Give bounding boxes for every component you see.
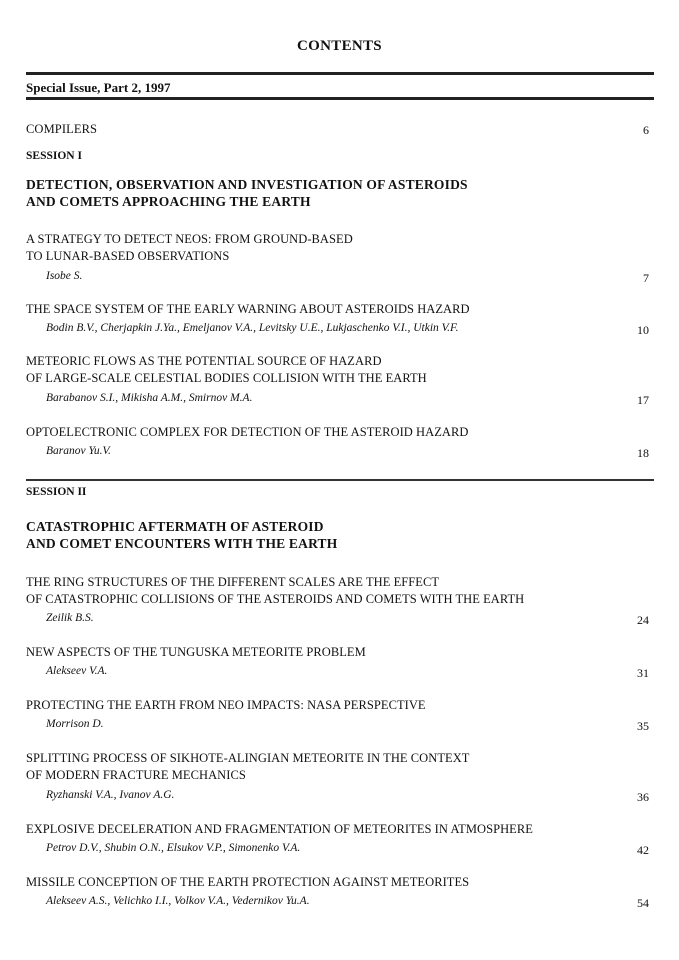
article-title-line: TO LUNAR-BASED OBSERVATIONS (26, 249, 230, 263)
article-title-line: PROTECTING THE EARTH FROM NEO IMPACTS: NASA PERSPECTIVE (26, 698, 426, 712)
article-title (26, 424, 468, 441)
article-title-line: A STRATEGY TO DETECT NEOS: FROM GROUND-BASED (26, 232, 353, 246)
article-title-line: OF CATASTROPHIC COLLISIONS OF THE ASTEROIDS AND COMETS WITH THE EARTH (26, 592, 525, 606)
article-authors: Alekseev V.A. (46, 665, 108, 677)
article-title (26, 231, 353, 265)
article-page: 54 (637, 896, 649, 910)
session-1-label: SESSION I (26, 150, 82, 162)
article-page: 10 (637, 323, 649, 337)
article-title-line: MISSILE CONCEPTION OF THE EARTH PROTECTION AGAINST METEORITES (26, 875, 470, 889)
session-2-label: SESSION II (26, 486, 87, 498)
article-page: 36 (637, 790, 649, 804)
session-2-title-line: CATASTROPHIC AFTERMATH OF ASTEROID (26, 519, 324, 534)
article-authors: Isobe S. (46, 270, 83, 282)
article-authors: Baranov Yu.V. (46, 445, 111, 457)
session-divider (26, 479, 654, 481)
session-2-title (26, 518, 337, 552)
article-title (26, 821, 533, 838)
article-title-line: THE SPACE SYSTEM OF THE EARLY WARNING ABOUT ASTEROIDS HAZARD (26, 302, 470, 316)
session-1-title-line: AND COMETS APPROACHING THE EARTH (26, 194, 311, 209)
compilers-page: 6 (643, 123, 649, 137)
article-title (26, 644, 366, 661)
article-page: 24 (637, 613, 649, 627)
article-page: 35 (637, 719, 649, 733)
session-2-title-line: AND COMET ENCOUNTERS WITH THE EARTH (26, 536, 338, 551)
session-1-title-line: DETECTION, OBSERVATION AND INVESTIGATION OF ASTEROIDS (26, 177, 468, 192)
article-title-line: OF LARGE-SCALE CELESTIAL BODIES COLLISION WITH THE EARTH (26, 371, 427, 385)
article-page: 42 (637, 843, 649, 857)
header-rule-bottom (26, 97, 654, 100)
article-authors: Bodin B.V., Cherjapkin J.Ya., Emeljanov V.A., Levitsky U.E., Lukjaschenko V.I., Utkin V.F. (46, 322, 459, 334)
article-authors: Zeilik B.S. (46, 612, 94, 624)
article-title-line: METEORIC FLOWS AS THE POTENTIAL SOURCE OF HAZARD (26, 354, 382, 368)
session-1-title (26, 176, 468, 210)
article-title (26, 353, 427, 387)
article-page: 31 (637, 666, 649, 680)
article-authors: Petrov D.V., Shubin O.N., Elsukov V.P., Simonenko V.A. (46, 842, 301, 854)
article-authors: Morrison D. (46, 718, 104, 730)
article-title (26, 301, 470, 318)
article-title-line: SPLITTING PROCESS OF SIKHOTE-ALINGIAN METEORITE IN THE CONTEXT (26, 751, 470, 765)
article-page: 7 (643, 271, 649, 285)
article-title-line: THE RING STRUCTURES OF THE DIFFERENT SCALES ARE THE EFFECT (26, 575, 440, 589)
article-title (26, 697, 426, 714)
article-title-line: OPTOELECTRONIC COMPLEX FOR DETECTION OF THE ASTEROID HAZARD (26, 425, 469, 439)
compilers-label: COMPILERS (26, 122, 98, 136)
article-title (26, 574, 524, 608)
header-rule-top (26, 72, 654, 75)
article-page: 17 (637, 393, 649, 407)
issue-label: Special Issue, Part 2, 1997 (26, 80, 171, 95)
page-title: CONTENTS (297, 38, 382, 54)
article-authors: Barabanov S.I., Mikisha A.M., Smirnov M.A. (46, 392, 253, 404)
article-title (26, 750, 469, 784)
article-authors: Ryzhanski V.A., Ivanov A.G. (46, 789, 175, 801)
article-title-line: EXPLOSIVE DECELERATION AND FRAGMENTATION OF METEORITES IN ATMOSPHERE (26, 822, 533, 836)
article-page: 18 (637, 446, 649, 460)
article-title (26, 874, 469, 891)
article-title-line: OF MODERN FRACTURE MECHANICS (26, 768, 246, 782)
article-title-line: NEW ASPECTS OF THE TUNGUSKA METEORITE PROBLEM (26, 645, 366, 659)
article-authors: Alekseev A.S., Velichko I.I., Volkov V.A., Vedernikov Yu.A. (46, 895, 310, 907)
